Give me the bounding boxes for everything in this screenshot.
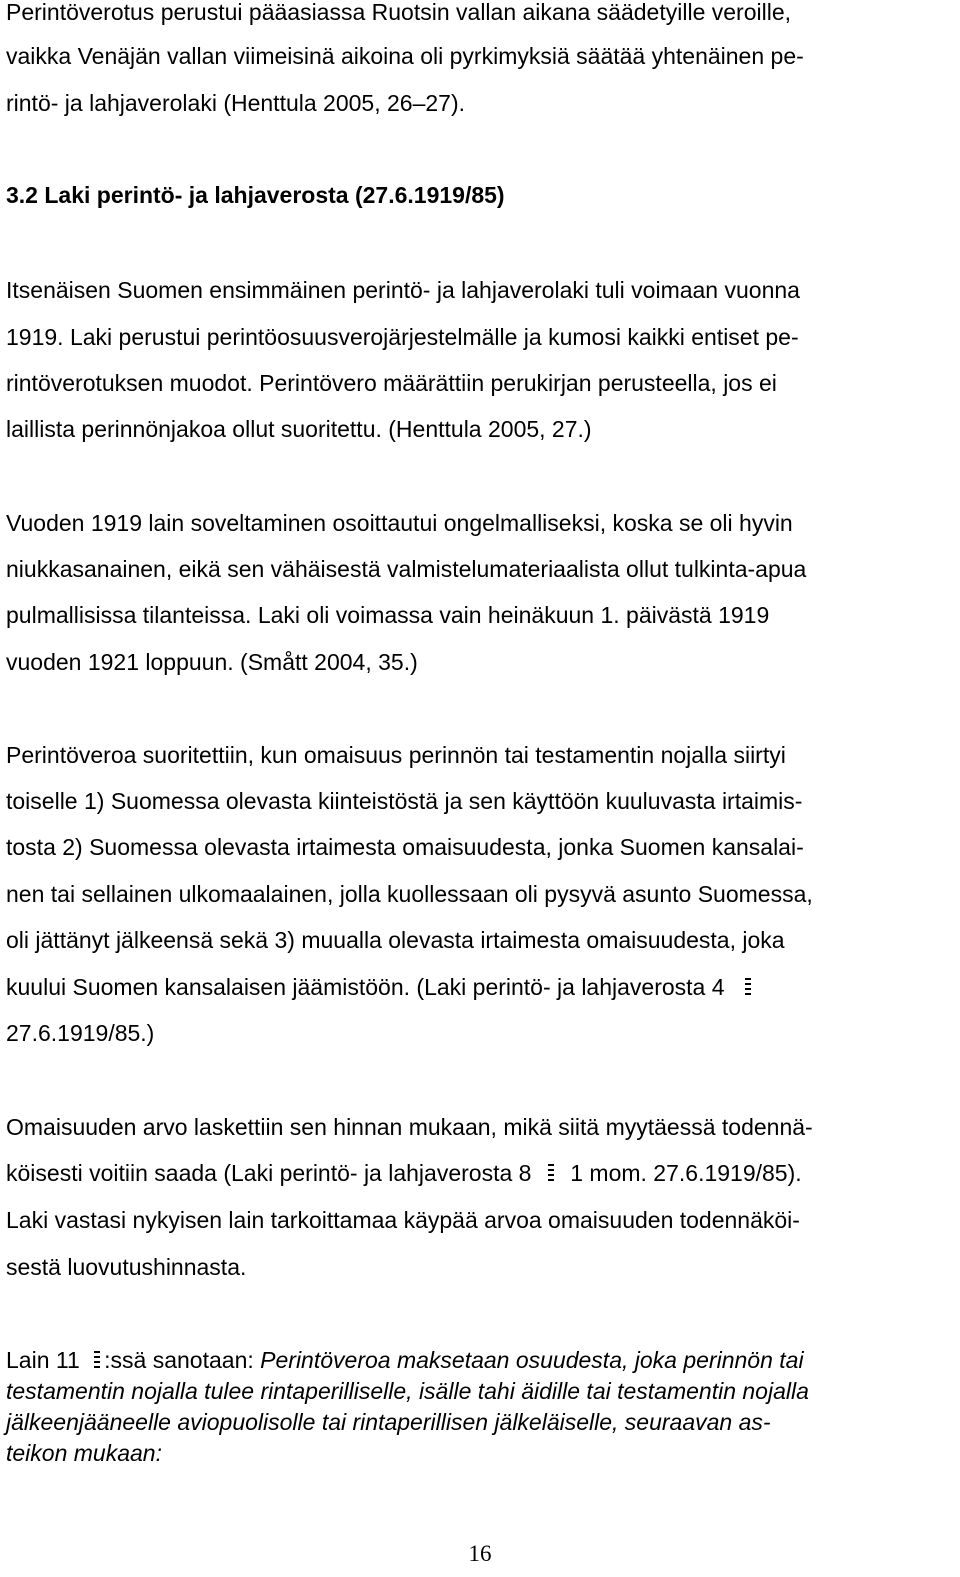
para1-line-1: Perintöverotus perustui pääasiassa Ruotsin vallan aikana säädetyille veroille, (6, 0, 791, 25)
para5-line-2-text-b: 1 mom. 27.6.1919/85). (570, 1160, 802, 1186)
page-number: 16 (468, 1541, 492, 1566)
para5-line-3: Laki vastasi nykyisen lain tarkoittamaa käypää arvoa omaisuuden todennäköi- (6, 1207, 800, 1233)
para3-line-3: pulmallisissa tilanteissa. Laki oli voimassa vain heinäkuun 1. päivästä 1919 (6, 602, 770, 628)
para3-line-2: niukkasanainen, eikä sen vähäisestä valmistelumateriaalista ollut tulkinta-apua (6, 556, 807, 582)
para5-line-2 (6, 1159, 802, 1187)
para2-line-4: laillista perinnönjakoa ollut suoritettu. (Henttula 2005, 27.) (6, 416, 592, 442)
section-sign-icon (90, 1346, 104, 1374)
para1-line-2: vaikka Venäjän vallan viimeisinä aikoina oli pyrkimyksiä säätää yhtenäinen pe- (6, 43, 804, 69)
para6-line-1 (6, 1346, 804, 1374)
para6-line-3: jälkeenjääneelle aviopuolisolle tai rintaperillisen jälkeläiselle, seuraavan as- (6, 1409, 771, 1435)
para4-line-7: 27.6.1919/85.) (6, 1020, 155, 1046)
para2-line-2: 1919. Laki perustui perintöosuusverojärjestelmälle ja kumosi kaikki entiset pe- (6, 324, 799, 350)
para2-line-1: Itsenäisen Suomen ensimmäinen perintö- ja lahjaverolaki tuli voimaan vuonna (6, 277, 800, 303)
para6-line-1-text-b: :ssä sanotaan: (104, 1347, 261, 1373)
section-heading: 3.2 Laki perintö- ja lahjaverosta (27.6.1919/85) (6, 182, 505, 208)
para5-line-1: Omaisuuden arvo laskettiin sen hinnan mukaan, mikä siitä myytäessä todennä- (6, 1114, 813, 1140)
para6-line-2: testamentin nojalla tulee rintaperilliselle, isälle tahi äidille tai testamentin nojalla (6, 1378, 809, 1404)
para4-line-4: nen tai sellainen ulkomaalainen, jolla kuollessaan oli pysyvä asunto Suomessa, (6, 881, 813, 907)
para2-line-3: rintöverotuksen muodot. Perintövero määrättiin perukirjan perusteella, jos ei (6, 370, 777, 396)
para3-line-1: Vuoden 1919 lain soveltaminen osoittautui ongelmalliseksi, koska se oli hyvin (6, 510, 793, 536)
para5-line-4: sestä luovutushinnasta. (6, 1254, 247, 1280)
para6-quote-start: Perintöveroa maksetaan osuudesta, joka perinnön tai (260, 1347, 804, 1373)
section-sign-icon (544, 1159, 558, 1187)
para4-line-3: tosta 2) Suomessa olevasta irtaimesta omaisuudesta, jonka Suomen kansalai- (6, 834, 804, 860)
para4-line-2: toiselle 1) Suomessa olevasta kiinteistöstä ja sen käyttöön kuuluvasta irtaimis- (6, 788, 803, 814)
section-sign-icon (741, 973, 755, 1001)
para4-line-6 (6, 973, 755, 1001)
para3-line-4: vuoden 1921 loppuun. (Smått 2004, 35.) (6, 649, 418, 675)
para1-line-3: rintö- ja lahjaverolaki (Henttula 2005, 26–27). (6, 90, 465, 116)
para4-line-5: oli jättänyt jälkeensä sekä 3) muualla olevasta irtaimesta omaisuudesta, joka (6, 927, 785, 953)
para5-line-2-text-a: köisesti voitiin saada (Laki perintö- ja lahjaverosta 8 (6, 1160, 532, 1186)
para4-line-6-text: kuului Suomen kansalaisen jäämistöön. (Laki perintö- ja lahjaverosta 4 (6, 974, 725, 1000)
para6-line-1-text-a: Lain 11 (6, 1347, 80, 1373)
para6-line-4: teikon mukaan: (6, 1440, 162, 1466)
para4-line-1: Perintöveroa suoritettiin, kun omaisuus perinnön tai testamentin nojalla siirtyi (6, 742, 786, 768)
